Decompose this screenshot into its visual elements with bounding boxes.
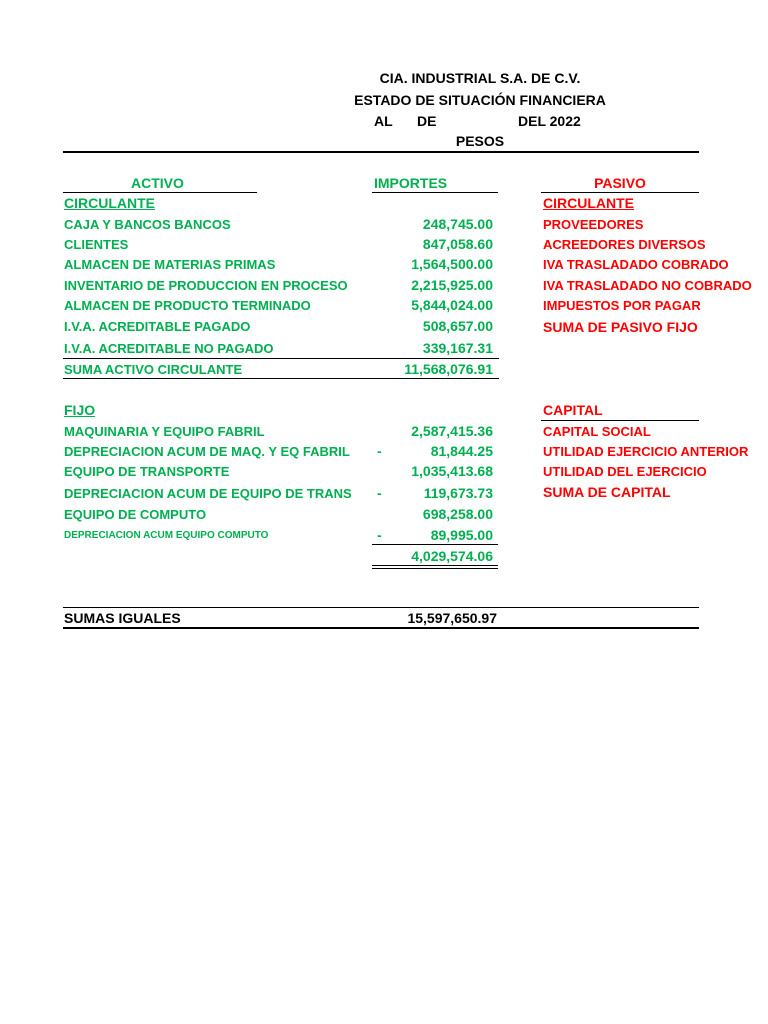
list-item-label: ALMACEN DE MATERIAS PRIMAS	[64, 257, 276, 272]
list-item-amount: 339,167.31	[422, 340, 493, 356]
totals-top-line	[63, 607, 699, 608]
pasivo-title: PASIVO	[594, 175, 646, 191]
list-item-amount: 847,058.60	[422, 236, 493, 252]
list-item: IVA TRASLADADO NO COBRADO	[543, 278, 752, 293]
totals-bottom-line	[63, 627, 699, 629]
suma-capital-label: SUMA DE CAPITAL	[543, 484, 671, 500]
list-item: IMPUESTOS POR PAGAR	[543, 298, 701, 313]
list-item-amount: 698,258.00	[422, 506, 493, 522]
capital-title: CAPITAL	[543, 402, 603, 418]
list-item-label: I.V.A. ACREDITABLE NO PAGADO	[64, 341, 274, 356]
list-item-label: ALMACEN DE PRODUCTO TERMINADO	[64, 298, 311, 313]
list-item-label: CLIENTES	[64, 237, 129, 252]
list-item-amount: 2,587,415.36	[411, 423, 493, 439]
list-item: IVA TRASLADADO COBRADO	[543, 257, 729, 272]
list-item-amount: 2,215,925.00	[411, 277, 493, 293]
suma-activo-fijo-amount: 4,029,574.06	[411, 548, 493, 564]
list-item-amount: 1,035,413.68	[411, 463, 493, 479]
suma-activo-circulante-label: SUMA ACTIVO CIRCULANTE	[64, 362, 243, 377]
list-item-label: DEPRECIACION ACUM DE EQUIPO DE TRANS	[64, 486, 352, 501]
statement-title: ESTADO DE SITUACIÓN FINANCIERA	[354, 92, 606, 108]
list-item-label: MAQUINARIA Y EQUIPO FABRIL	[64, 424, 265, 439]
sumas-iguales-label: SUMAS IGUALES	[64, 610, 181, 626]
list-item-amount: 508,657.00	[422, 318, 493, 334]
sumas-iguales-amount: 15,597,650.97	[407, 610, 497, 626]
minus-sign: -	[377, 527, 382, 543]
circulante-total-line	[63, 378, 499, 379]
circulante-subtotal-line	[63, 358, 499, 359]
company-name: CIA. INDUSTRIAL S.A. DE C.V.	[379, 70, 581, 86]
activo-underline	[63, 192, 257, 193]
minus-sign: -	[377, 443, 382, 459]
list-item: ACREEDORES DIVERSOS	[543, 237, 706, 252]
pasivo-underline	[541, 192, 699, 193]
activo-fijo-title: FIJO	[64, 402, 96, 418]
list-item: UTILIDAD EJERCICIO ANTERIOR	[543, 444, 749, 459]
list-item: CAPITAL SOCIAL	[543, 424, 651, 439]
list-item-label: I.V.A. ACREDITABLE PAGADO	[64, 319, 251, 334]
list-item: PROVEEDORES	[543, 217, 644, 232]
importes-title: IMPORTES	[374, 175, 448, 191]
period-de: DE	[417, 113, 437, 129]
list-item: UTILIDAD DEL EJERCICIO	[543, 464, 707, 479]
minus-sign: -	[377, 485, 382, 501]
list-item-amount: 248,745.00	[422, 216, 493, 232]
period-al: AL	[374, 113, 393, 129]
capital-underline	[541, 420, 699, 421]
list-item-label: EQUIPO DE COMPUTO	[64, 507, 207, 522]
suma-activo-circulante-amount: 11,568,076.91	[404, 361, 493, 377]
list-item-amount: 119,673.73	[423, 485, 493, 501]
period-year: DEL 2022	[518, 113, 581, 129]
list-item-amount: 5,844,024.00	[411, 297, 493, 313]
capital-list	[543, 422, 749, 504]
list-item-label: EQUIPO DE TRANSPORTE	[64, 464, 230, 479]
fijo-subtotal-line	[372, 544, 498, 545]
pasivo-list	[543, 216, 752, 346]
activo-circulante-title: CIRCULANTE	[64, 195, 155, 211]
importes-underline	[372, 192, 498, 193]
header-divider	[63, 151, 699, 153]
currency-label: PESOS	[455, 133, 505, 149]
list-item-label: INVENTARIO DE PRODUCCION EN PROCESO	[64, 278, 348, 293]
list-item-amount: 81,844.25	[430, 443, 493, 459]
pasivo-circulante-title: CIRCULANTE	[543, 195, 634, 211]
fijo-double-line-top	[372, 565, 498, 566]
list-item-label: DEPRECIACION ACUM DE MAQ. Y EQ FABRIL	[64, 444, 350, 459]
list-item-label: CAJA Y BANCOS BANCOS	[64, 217, 231, 232]
list-item-label: DEPRECIACION ACUM EQUIPO COMPUTO	[64, 530, 269, 541]
list-item-amount: 1,564,500.00	[411, 256, 493, 272]
list-item-amount: 89,995.00	[430, 527, 493, 543]
suma-pasivo-label: SUMA DE PASIVO FIJO	[543, 319, 698, 335]
activo-title: ACTIVO	[131, 175, 184, 191]
fijo-double-line-bottom	[372, 568, 498, 569]
